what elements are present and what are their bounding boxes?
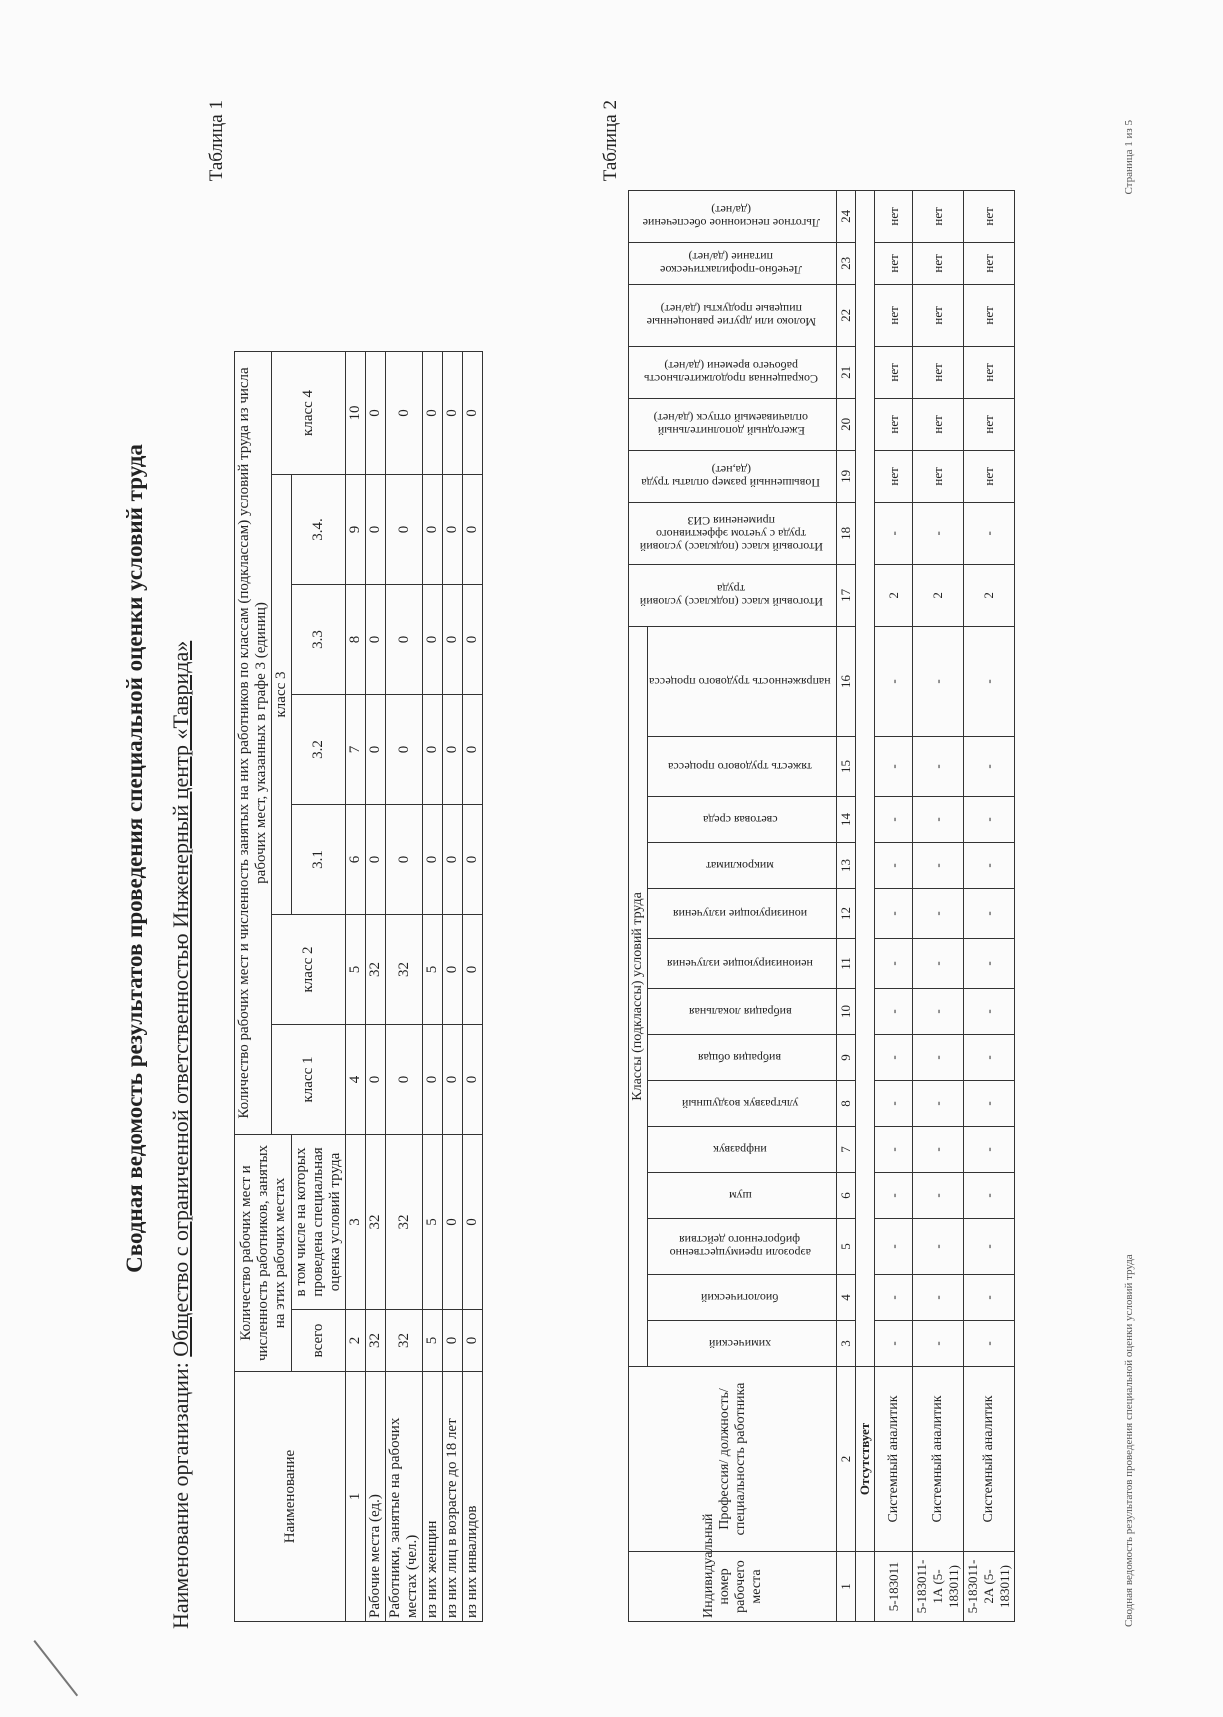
t1-cell: 0	[463, 1134, 483, 1309]
t1-row-label: Работники, занятые на рабочих местах (чел.)	[386, 1372, 423, 1622]
t1-cell: 0	[443, 1310, 463, 1372]
t1-cell: 0	[386, 474, 423, 584]
t1-colnum: 4	[346, 1024, 366, 1134]
t1-header-sout: в том числе на которых проведена специальная оценка условий труда	[292, 1134, 346, 1309]
t1-cell: 0	[463, 584, 483, 694]
t1-colnum: 9	[346, 474, 366, 584]
t1-header-class3: класс 3	[272, 474, 292, 914]
t1-colnum: 5	[346, 914, 366, 1024]
t1-cell: 0	[443, 1134, 463, 1309]
t2-section-empty	[856, 190, 875, 1366]
t1-row	[386, 351, 423, 1621]
t2-header-comp-hours: Сокращенная продолжительность рабочего времени (да/нет)	[629, 346, 837, 398]
t2-header-comp-milk: Молоко или другие равноценные пищевые продукты (да/нет)	[629, 284, 837, 346]
t1-body	[366, 351, 483, 1621]
t2-colnum: 7	[837, 1127, 856, 1173]
t1-cell: 0	[443, 804, 463, 914]
t2-cell: нет	[964, 242, 1015, 284]
t1-cell: 5	[423, 914, 443, 1024]
t2-cell: нет	[875, 346, 913, 398]
t1-cell: 32	[366, 1134, 386, 1309]
t2-cell: -	[964, 797, 1015, 843]
t2-factor-header: напряженность трудового процесса	[648, 626, 837, 736]
t2-row	[875, 190, 913, 1621]
t2-cell: нет	[875, 398, 913, 450]
t2-factor-header: шум	[648, 1173, 837, 1219]
t2-row-id: 5-183011	[875, 1552, 913, 1622]
t2-cell: нет	[964, 284, 1015, 346]
t2-cell: -	[964, 1321, 1015, 1367]
t2-header-final: Итоговый класс (подкласс) условий труда	[629, 564, 837, 626]
t2-cell: -	[875, 1081, 913, 1127]
t2-cell: -	[913, 843, 964, 889]
t2-cell: -	[964, 1035, 1015, 1081]
t2-header-id: Индивидуальный номер рабочего места	[629, 1552, 837, 1622]
t2-cell: -	[875, 797, 913, 843]
t2-cell: -	[913, 1219, 964, 1275]
t1-cell: 32	[386, 914, 423, 1024]
t1-colnum: 2	[346, 1310, 366, 1372]
org-label: Наименование организации:	[168, 1362, 193, 1629]
t2-cell: -	[875, 1321, 913, 1367]
t2-cell: 2	[913, 564, 964, 626]
t1-header-class1: класс 1	[272, 1024, 346, 1134]
t2-colnum: 22	[837, 284, 856, 346]
t2-section-row	[856, 190, 875, 1621]
t2-cell: -	[913, 1035, 964, 1081]
t2-cell: -	[964, 1081, 1015, 1127]
t1-cell: 0	[463, 1024, 483, 1134]
t2-colnum: 1	[837, 1552, 856, 1622]
t1-cell: 0	[463, 694, 483, 804]
t2-cell: -	[875, 626, 913, 736]
t2-cell: -	[964, 989, 1015, 1035]
t2-colnum: 4	[837, 1275, 856, 1321]
t1-header-total: всего	[292, 1310, 346, 1372]
t2-cell: нет	[913, 398, 964, 450]
t2-row-profession: Системный аналитик	[964, 1367, 1015, 1552]
t2-colnum: 10	[837, 989, 856, 1035]
t2-header-final-siz: Итоговый класс (подкласс) условий труда с учетом эффективного применения СИЗ	[629, 502, 837, 564]
t1-colnum: 8	[346, 584, 366, 694]
t2-colnum: 14	[837, 797, 856, 843]
t1-cell: 0	[463, 351, 483, 474]
t1-row-label: из них лиц в возрасте до 18 лет	[443, 1372, 463, 1622]
t2-colnum: 11	[837, 939, 856, 989]
t2-cell: -	[875, 1275, 913, 1321]
t2-cell: нет	[875, 284, 913, 346]
t2-row-id: 5-183011-1А (5-183011)	[913, 1552, 964, 1622]
t1-colnum: 6	[346, 804, 366, 914]
t2-cell: -	[964, 1127, 1015, 1173]
t2-factor-header: биологический	[648, 1275, 837, 1321]
t1-header-classes-group: Количество рабочих мест и численность занятых на них работников по классам (подклассам) условий труда из числа рабочих мест, указанных в графе 3 (единиц)	[235, 351, 272, 1134]
t1-header-count-group: Количество рабочих мест и численность работников, занятых на этих рабочих местах	[235, 1134, 292, 1371]
t1-row	[443, 351, 463, 1621]
footer-left: Сводная ведомость результатов проведения специальной оценки условий труда	[1123, 1254, 1135, 1627]
t2-cell: нет	[964, 346, 1015, 398]
t2-cell: -	[875, 843, 913, 889]
t2-cell: нет	[913, 450, 964, 502]
t1-cell: 0	[443, 584, 463, 694]
t2-colnum: 13	[837, 843, 856, 889]
t1-cell: 0	[423, 351, 443, 474]
t2-colnum: 20	[837, 398, 856, 450]
table2-caption: Таблица 2	[600, 100, 621, 182]
t2-cell: -	[913, 626, 964, 736]
t2-cell: -	[913, 1173, 964, 1219]
t1-header-class2: класс 2	[272, 914, 346, 1024]
t2-cell: 2	[964, 564, 1015, 626]
t2-cell: нет	[964, 190, 1015, 242]
t2-cell: -	[875, 502, 913, 564]
t1-cell: 32	[386, 1134, 423, 1309]
t2-header-comp-leave: Ежегодный дополнительный оплачиваемый отпуск (да/нет)	[629, 398, 837, 450]
t2-factor-header: вибрация локальная	[648, 989, 837, 1035]
t2-factor-header: неионизирующие излучения	[648, 939, 837, 989]
t2-cell: -	[875, 1035, 913, 1081]
t2-cell: -	[875, 737, 913, 797]
t2-cell: -	[913, 1081, 964, 1127]
t2-factor-header: микроклимат	[648, 843, 837, 889]
t1-row-label: Рабочие места (ед.)	[366, 1372, 386, 1622]
t2-colnum: 6	[837, 1173, 856, 1219]
t2-colnum: 21	[837, 346, 856, 398]
t2-cell: -	[913, 989, 964, 1035]
t1-colnum: 3	[346, 1134, 366, 1309]
t2-row	[913, 190, 964, 1621]
t2-cell: -	[964, 1219, 1015, 1275]
t2-cell: нет	[913, 242, 964, 284]
t1-cell: 0	[366, 694, 386, 804]
t2-cell: нет	[913, 190, 964, 242]
t1-header-c33: 3.3	[292, 584, 346, 694]
workplace-table	[628, 190, 1015, 1622]
t2-cell: -	[875, 1127, 913, 1173]
t2-body	[875, 190, 1015, 1621]
t2-colnum: 23	[837, 242, 856, 284]
t2-colnum: 19	[837, 450, 856, 502]
t2-cell: нет	[875, 242, 913, 284]
t1-cell: 0	[463, 804, 483, 914]
t2-colnum: 3	[837, 1321, 856, 1367]
t1-cell: 0	[423, 584, 443, 694]
t2-colnum: 16	[837, 626, 856, 736]
t1-cell: 32	[366, 914, 386, 1024]
t1-header-class4: класс 4	[272, 351, 346, 474]
t2-cell: -	[875, 1219, 913, 1275]
t1-row	[463, 351, 483, 1621]
t2-colnum: 8	[837, 1081, 856, 1127]
t2-factor-header: инфразвук	[648, 1127, 837, 1173]
t2-cell: -	[913, 1275, 964, 1321]
t1-cell: 0	[443, 914, 463, 1024]
t1-colnum: 10	[346, 351, 366, 474]
t2-cell: -	[964, 502, 1015, 564]
t2-colnum: 24	[837, 190, 856, 242]
t1-cell: 0	[423, 694, 443, 804]
t1-row	[366, 351, 386, 1621]
t1-cell: 0	[463, 914, 483, 1024]
t2-colnum: 18	[837, 502, 856, 564]
t1-cell: 0	[443, 351, 463, 474]
t1-row-label: из них инвалидов	[463, 1372, 483, 1622]
t1-cell: 0	[423, 474, 443, 584]
t2-factor-header: вибрация общая	[648, 1035, 837, 1081]
t2-factor-header: световая среда	[648, 797, 837, 843]
t2-factor-header: ультразвук воздушный	[648, 1081, 837, 1127]
org-name: Общество с ограниченной ответственностью Инженерный центр «Таврида»	[168, 640, 193, 1357]
t2-colnum: 17	[837, 564, 856, 626]
t2-factor-header: аэрозоли преимущественно фиброгенного действия	[648, 1219, 837, 1275]
t2-cell: -	[875, 939, 913, 989]
t1-cell: 0	[366, 474, 386, 584]
t1-cell: 32	[386, 1310, 423, 1372]
t2-cell: -	[964, 1173, 1015, 1219]
t1-cell: 0	[386, 1024, 423, 1134]
t2-cell: -	[913, 1127, 964, 1173]
t1-cell: 0	[443, 694, 463, 804]
t1-cell: 0	[423, 804, 443, 914]
t2-colnum: 9	[837, 1035, 856, 1081]
t2-section-label: Отсутствует	[856, 1367, 875, 1552]
t2-header-comp-food: Лечебно-профилактическое питание (да/нет)	[629, 242, 837, 284]
t2-colnum: 2	[837, 1367, 856, 1552]
t2-cell: -	[875, 989, 913, 1035]
t2-colnum: 15	[837, 737, 856, 797]
t1-cell: 0	[366, 804, 386, 914]
t1-header-name: Наименование	[235, 1372, 346, 1622]
t1-cell: 0	[443, 474, 463, 584]
t2-header-comp-pension: Льготное пенсионное обеспечение (да/нет)	[629, 190, 837, 242]
t2-cell: -	[913, 797, 964, 843]
t2-cell: -	[964, 939, 1015, 989]
document-title: Сводная ведомость результатов проведения специальной оценки условий труда	[122, 444, 147, 1273]
t2-factor-header: химический	[648, 1321, 837, 1367]
t1-header-c32: 3.2	[292, 694, 346, 804]
t2-cell: -	[964, 889, 1015, 939]
t1-cell: 0	[366, 584, 386, 694]
t2-header-comp-pay: Повышенный размер оплаты труда (да,нет)	[629, 450, 837, 502]
t2-colnum: 5	[837, 1219, 856, 1275]
organization-line	[168, 641, 194, 1629]
t2-cell: -	[913, 939, 964, 989]
t2-cell: -	[913, 502, 964, 564]
t2-column-numbers	[837, 190, 856, 1621]
t2-header-classes-group: Классы (подклассы) условий труда	[629, 626, 648, 1366]
t2-row-profession: Системный аналитик	[913, 1367, 964, 1552]
t1-colnum: 7	[346, 694, 366, 804]
t1-cell: 0	[366, 1024, 386, 1134]
t1-cell: 5	[423, 1134, 443, 1309]
t2-cell: -	[913, 737, 964, 797]
t2-cell: -	[964, 626, 1015, 736]
t1-row-label: из них женщин	[423, 1372, 443, 1622]
t1-cell: 32	[366, 1310, 386, 1372]
t2-cell: нет	[875, 190, 913, 242]
t1-colnum: 1	[346, 1372, 366, 1622]
t1-cell: 5	[423, 1310, 443, 1372]
t1-cell: 0	[386, 694, 423, 804]
t2-cell: нет	[913, 346, 964, 398]
t2-cell: -	[913, 889, 964, 939]
t1-cell: 0	[463, 1310, 483, 1372]
t2-factor-header: тяжесть трудового процесса	[648, 737, 837, 797]
t1-cell: 0	[386, 584, 423, 694]
t2-cell: -	[913, 1321, 964, 1367]
t1-cell: 0	[386, 351, 423, 474]
t2-row-profession: Системный аналитик	[875, 1367, 913, 1552]
t2-row-id: 5-183011-2А (5-183011)	[964, 1552, 1015, 1622]
footer-right: Страница 1 из 5	[1123, 120, 1135, 195]
t1-row	[423, 351, 443, 1621]
t2-colnum: 12	[837, 889, 856, 939]
t1-header-c31: 3.1	[292, 804, 346, 914]
t2-cell: -	[964, 1275, 1015, 1321]
t1-cell: 0	[423, 1024, 443, 1134]
t1-cell: 0	[463, 474, 483, 584]
t1-column-numbers	[346, 351, 366, 1621]
t1-header-c34: 3.4.	[292, 474, 346, 584]
t2-cell: -	[875, 889, 913, 939]
t2-factor-header: ионизирующие излучения	[648, 889, 837, 939]
t2-cell: нет	[964, 450, 1015, 502]
t2-cell: -	[964, 737, 1015, 797]
t1-cell: 0	[386, 804, 423, 914]
t2-header-profession: Профессия/ должность/ специальность работника	[629, 1367, 837, 1552]
t2-cell: нет	[964, 398, 1015, 450]
t2-cell: нет	[875, 450, 913, 502]
t2-cell: нет	[913, 284, 964, 346]
t1-cell: 0	[443, 1024, 463, 1134]
table1-caption: Таблица 1	[206, 100, 227, 182]
t2-cell: -	[964, 843, 1015, 889]
t1-cell: 0	[366, 351, 386, 474]
summary-table	[234, 351, 483, 1622]
t2-row	[964, 190, 1015, 1621]
t2-section-id	[856, 1552, 875, 1622]
t2-cell: -	[875, 1173, 913, 1219]
t2-cell: 2	[875, 564, 913, 626]
